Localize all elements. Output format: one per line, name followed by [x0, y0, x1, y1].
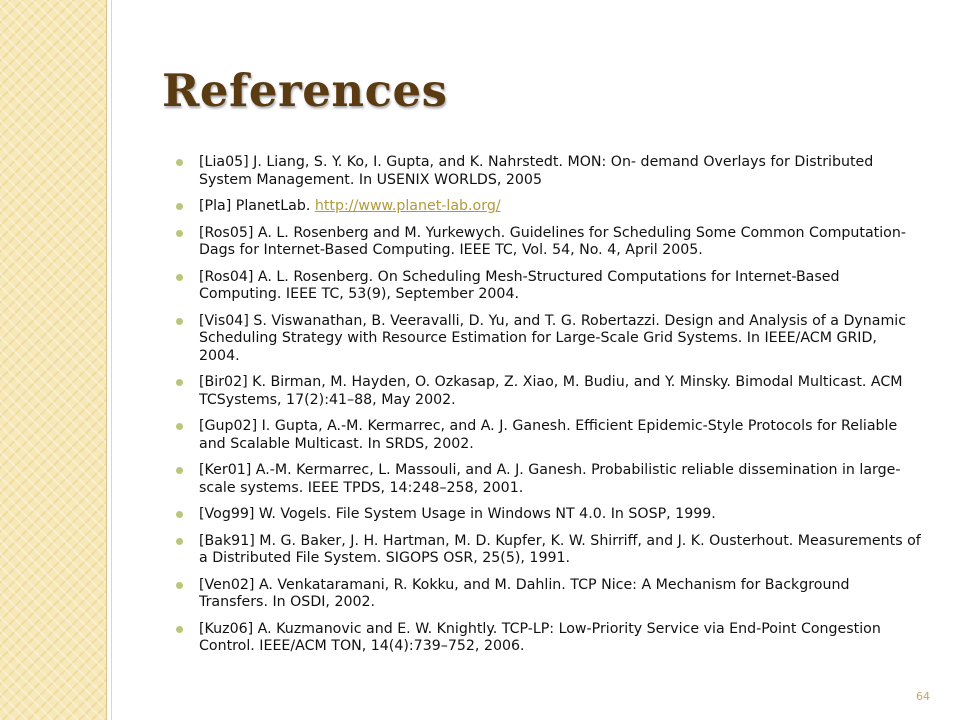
bullet-icon: [176, 467, 183, 474]
reference-item: [176, 374, 921, 409]
reference-text: [Lia05] J. Liang, S. Y. Ko, I. Gupta, and K. Nahrstedt. MON: On- demand Overlays for Distributed System Management. In USENIX WORLDS, 2005: [199, 154, 874, 188]
reference-item: [176, 506, 921, 524]
reference-list: [176, 154, 921, 665]
reference-text: [Vis04] S. Viswanathan, B. Veeravalli, D. Yu, and T. G. Robertazzi. Design and Analysis of a Dynamic Scheduling Strategy with Resource Estimation for Large-Scale Grid Systems. In IEEE/ACM GRID, 2004.: [199, 312, 907, 364]
decorative-side-band: [0, 0, 106, 720]
reference-text: [Ven02] A. Venkataramani, R. Kokku, and M. Dahlin. TCP Nice: A Mechanism for Background Transfers. In OSDI, 2002.: [199, 576, 850, 610]
bullet-icon: [176, 626, 183, 633]
reference-text: [Pla] PlanetLab.: [199, 198, 315, 214]
reference-item: [176, 154, 921, 189]
reference-item: [176, 313, 921, 366]
bullet-icon: [176, 511, 183, 518]
reference-item: [176, 418, 921, 453]
bullet-icon: [176, 274, 183, 281]
reference-item: [176, 577, 921, 612]
reference-text: [Vog99] W. Vogels. File System Usage in Windows NT 4.0. In SOSP, 1999.: [199, 506, 716, 522]
bullet-icon: [176, 203, 183, 210]
reference-text: [Ker01] A.-M. Kermarrec, L. Massouli, and A. J. Ganesh. Probabilistic reliable dissemination in large-scale systems. IEEE TPDS, 14:248–258, 2001.: [199, 462, 901, 496]
reference-text: [Bak91] M. G. Baker, J. H. Hartman, M. D. Kupfer, K. W. Shirriff, and J. K. Ousterhout. Measurements of a Distributed File System. SIGOPS OSR, 25(5), 1991.: [199, 532, 921, 566]
bullet-icon: [176, 538, 183, 545]
reference-text: [Kuz06] A. Kuzmanovic and E. W. Knightly. TCP-LP: Low-Priority Service via End-Point Congestion Control. IEEE/ACM TON, 14(4):739–752, 2006.: [199, 620, 881, 654]
reference-text: [Ros05] A. L. Rosenberg and M. Yurkewych. Guidelines for Scheduling Some Common Computation-Dags for Internet-Based Computing. IEEE TC, Vol. 54, No. 4, April 2005.: [199, 224, 906, 258]
bullet-icon: [176, 423, 183, 430]
reference-item: [176, 198, 921, 216]
reference-item: [176, 225, 921, 260]
page-number: 64: [916, 690, 930, 703]
bullet-icon: [176, 582, 183, 589]
bullet-icon: [176, 230, 183, 237]
bullet-icon: [176, 318, 183, 325]
reference-text: [Bir02] K. Birman, M. Hayden, O. Ozkasap, Z. Xiao, M. Budiu, and Y. Minsky. Bimodal Multicast. ACM TCSystems, 17(2):41–88, May 2002.: [199, 374, 903, 408]
decorative-side-rule: [106, 0, 120, 720]
planetlab-link[interactable]: http://www.planet-lab.org/: [314, 198, 501, 214]
reference-item: [176, 462, 921, 497]
reference-text: [Gup02] I. Gupta, A.-M. Kermarrec, and A. J. Ganesh. Efficient Epidemic-Style Protocols for Reliable and Scalable Multicast. In SRDS, 2002.: [199, 418, 898, 452]
reference-item: [176, 621, 921, 656]
reference-item: [176, 533, 921, 568]
bullet-icon: [176, 379, 183, 386]
bullet-icon: [176, 159, 183, 166]
reference-text: [Ros04] A. L. Rosenberg. On Scheduling Mesh-Structured Computations for Internet-Based Computing. IEEE TC, 53(9), September 2004.: [199, 268, 840, 302]
reference-item: [176, 269, 921, 304]
slide-title: References: [162, 64, 448, 117]
